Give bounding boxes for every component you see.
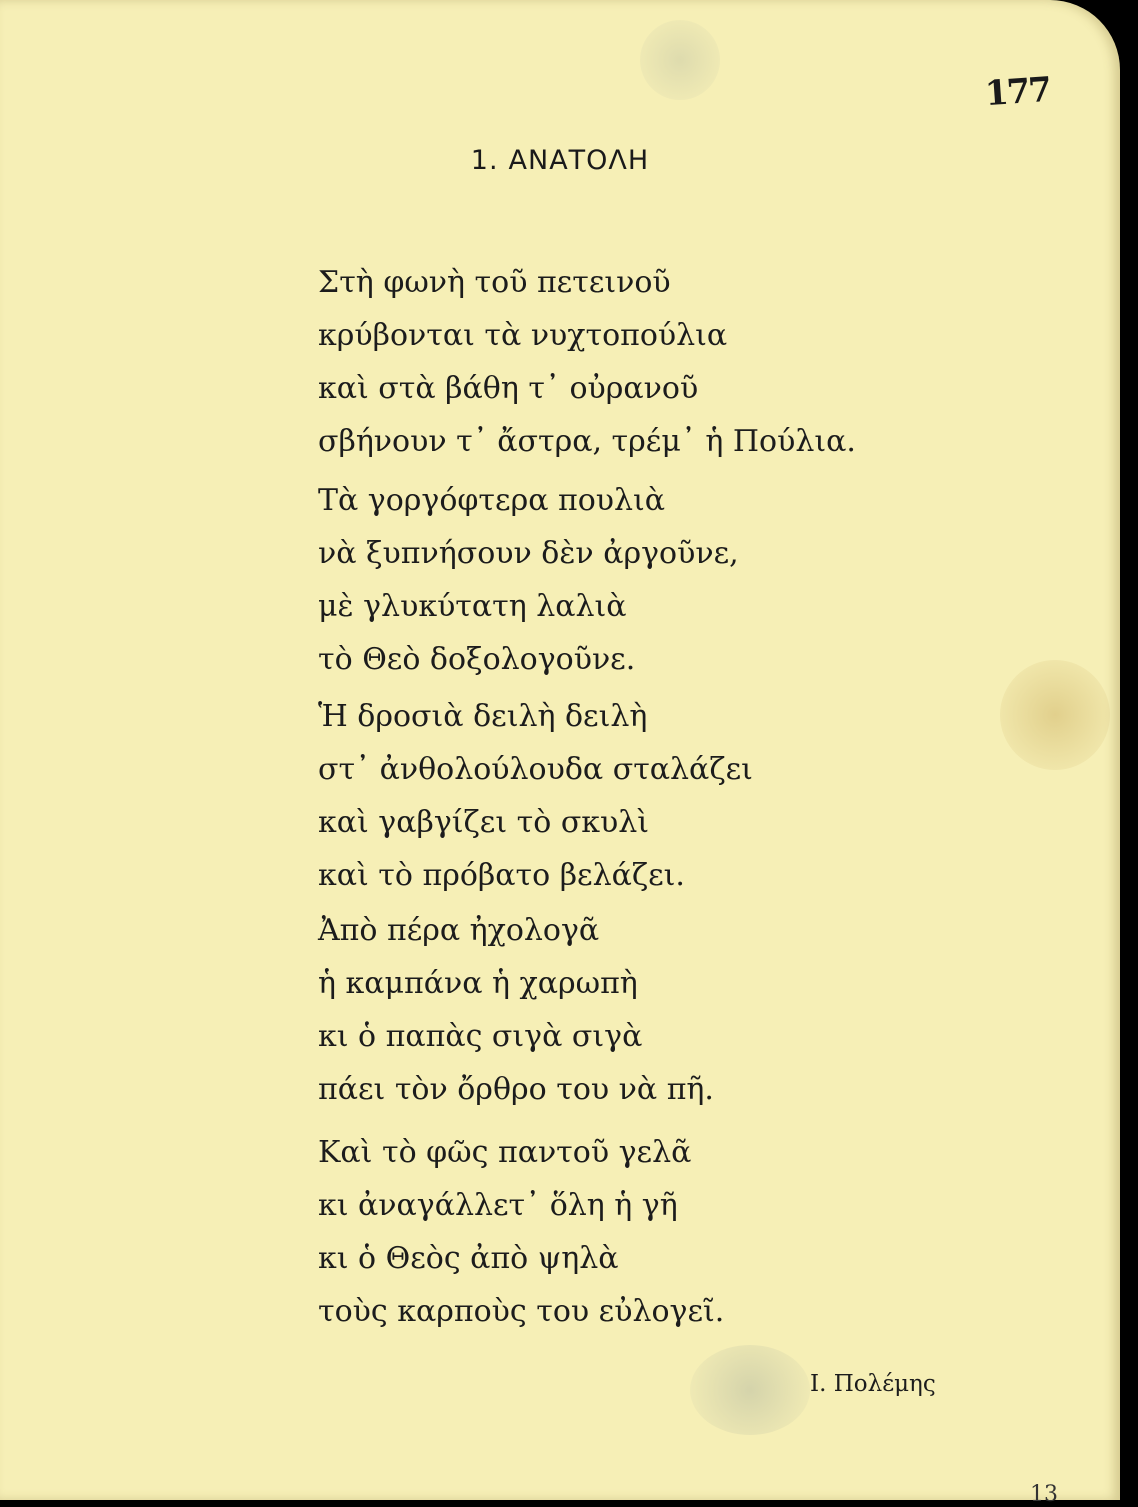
- poem-line: Ἡ δροσιὰ δειλὴ δειλὴ: [318, 699, 648, 734]
- stanza: [318, 904, 878, 1116]
- poem-line: Στὴ φωνὴ τοῦ πετεινοῦ: [318, 265, 671, 300]
- poem-line: τὸ Θεὸ δοξολογοῦνε.: [318, 642, 636, 677]
- poem-line: κρύβονται τὰ νυχτοπούλια: [318, 318, 728, 353]
- poem-line: στ᾿ ἀνθολούλουδα σταλάζει: [318, 752, 753, 787]
- poem-line: κι ὁ παπὰς σιγὰ σιγὰ: [318, 1019, 643, 1054]
- corner-number: 13: [1030, 1482, 1058, 1507]
- poem-line: ἡ καμπάνα ἡ χαρωπὴ: [318, 966, 638, 1001]
- page-number: 177: [983, 69, 1052, 115]
- poem-line: καὶ τὸ πρόβατο βελάζει.: [318, 858, 685, 893]
- poem-title-number: 1.: [470, 145, 499, 176]
- stanza: [318, 1126, 878, 1338]
- poem-title-text: ΑΝΑΤΟΛΗ: [508, 145, 650, 176]
- poem-line: σβήνουν τ᾿ ἄστρα, τρέμ᾿ ἡ Πούλια.: [318, 424, 856, 459]
- stanza: [318, 256, 878, 468]
- poem-line: καὶ στὰ βάθη τ᾿ οὐρανοῦ: [318, 371, 699, 406]
- poem-line: κι ὁ Θεὸς ἀπὸ ψηλὰ: [318, 1241, 619, 1276]
- poem-line: καὶ γαβγίζει τὸ σκυλὶ: [318, 805, 650, 840]
- paper-stain: [640, 20, 720, 100]
- poem-line: μὲ γλυκύτατη λαλιὰ: [318, 589, 627, 624]
- poem-line: πάει τὸν ὄρθρο του νὰ πῆ.: [318, 1072, 714, 1107]
- poem-line: κι ἀναγάλλετ᾿ ὅλη ἡ γῆ: [318, 1188, 678, 1223]
- poem-line: Ἀπὸ πέρα ἠχολογᾶ: [318, 913, 600, 948]
- paper-stain: [690, 1345, 810, 1435]
- poem-line: Καὶ τὸ φῶς παντοῦ γελᾶ: [318, 1135, 692, 1170]
- poem-line: τοὺς καρποὺς του εὐλογεῖ.: [318, 1294, 725, 1329]
- stanza: [318, 474, 878, 686]
- paper-stain: [1000, 660, 1110, 770]
- author-name: Ι. Πολέμης: [810, 1371, 936, 1397]
- poem-line: Τὰ γοργόφτερα πουλιὰ: [318, 483, 666, 518]
- stanza: [318, 690, 878, 902]
- poem-title: [0, 145, 1120, 176]
- poem-line: νὰ ξυπνήσουν δὲν ἀργοῦνε,: [318, 536, 739, 571]
